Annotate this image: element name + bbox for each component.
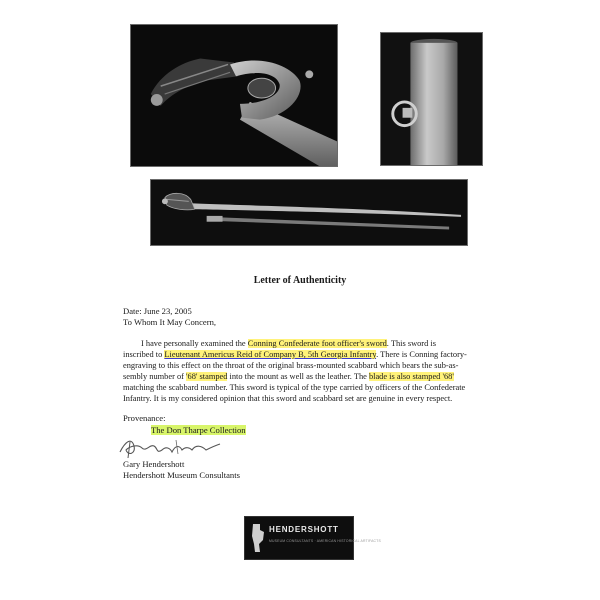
map-icon [250, 522, 266, 554]
signer-name: Gary Hendershott [123, 459, 185, 469]
body-line-2: inscribed to Lieutenant Americus Reid of Company B, 5th Georgia Infantry. There is Conning factory- [123, 350, 467, 359]
letter-salutation: To Whom It May Concern, [123, 317, 217, 327]
provenance-label: Provenance: [123, 413, 166, 423]
body-line-4: sembly number of '68' stamped into the mount as well as the leather. The blade is also stamped '68' [123, 372, 454, 381]
body-line-3: engraving to this effect on the throat of the original brass-mounted scabbard which bears the sub-as- [123, 361, 459, 370]
provenance-value: The Don Tharpe Collection [151, 425, 246, 435]
highlight-68-stamped: '68' stamped [186, 372, 228, 381]
body-line-5: matching the scabbard number. This sword is typical of the type carried by officers of the Confederate [123, 383, 466, 392]
logo-tagline: MUSEUM CONSULTANTS · AMERICAN HISTORICAL ARTIFACTS [269, 539, 381, 543]
hendershott-logo [244, 516, 381, 560]
sword-and-scabbard-photo [150, 179, 468, 246]
scabbard-throat-photo [380, 32, 483, 166]
signature-image [116, 434, 226, 460]
body-line-6: Infantry. It is my considered opinion that this sword and scabbard set are genuine in every respect. [123, 394, 453, 403]
signer-org: Hendershott Museum Consultants [123, 470, 240, 480]
letter-title: Letter of Authenticity [253, 275, 347, 286]
highlight-blade-stamped: blade is also stamped '68' [368, 372, 454, 381]
highlight-lieutenant: Lieutenant Americus Reid of Company B, 5th Georgia Infantry [164, 350, 377, 359]
sword-hilt-photo [130, 24, 338, 167]
body-line-1: I have personally examined the Conning Confederate foot officer's sword. This sword is [141, 339, 436, 348]
letter-date: Date: June 23, 2005 [123, 306, 192, 316]
letter-body [123, 338, 495, 404]
highlight-sword: Conning Confederate foot officer's sword [247, 339, 387, 348]
logo-brand: HENDERSHOTT [269, 525, 339, 534]
